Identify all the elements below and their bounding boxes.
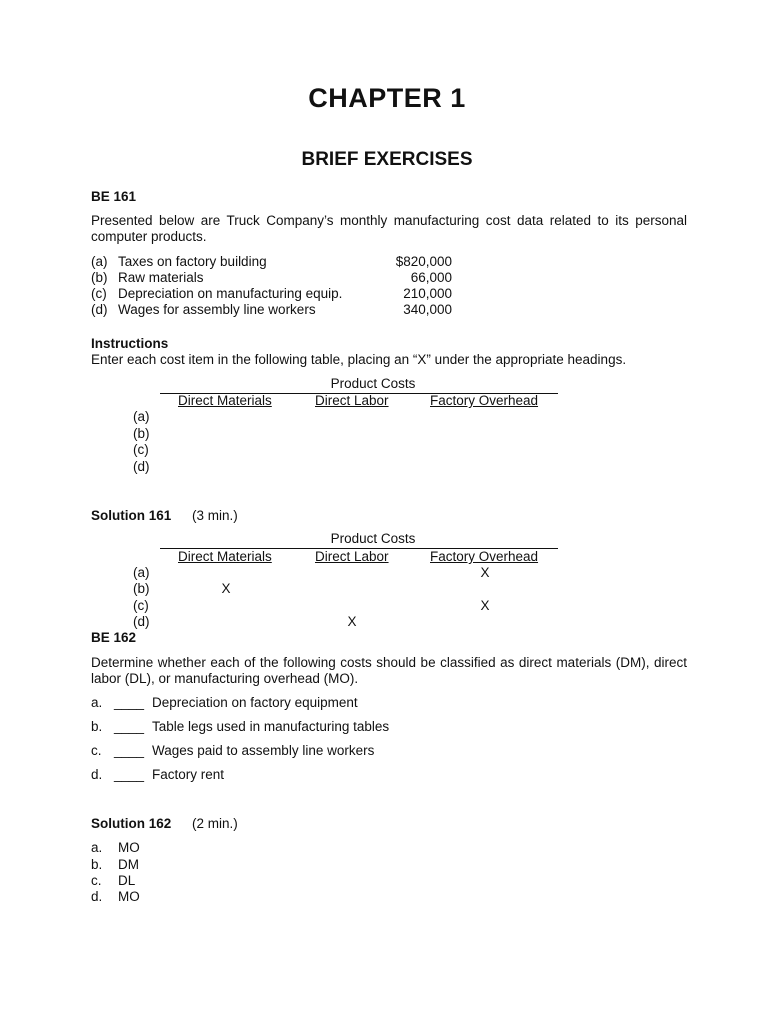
cost-item-text: Raw materials: [118, 270, 204, 285]
mark-factory-overhead: X: [480, 565, 490, 580]
table-row-label: (a): [133, 565, 150, 580]
list-item-text: Factory rent: [152, 767, 225, 782]
solution161-title: Solution 161: [91, 508, 172, 523]
list-item-label: a.: [91, 695, 103, 710]
column-header-direct-materials: Direct Materials: [178, 549, 272, 564]
cost-item-label: (d): [91, 302, 108, 317]
list-item-label: c.: [91, 743, 102, 758]
cost-item-label: (b): [91, 270, 108, 285]
list-item-label: d.: [91, 767, 103, 782]
table-group-header: Product Costs: [330, 531, 416, 546]
mark-direct-materials: X: [221, 581, 231, 596]
table-group-header: Product Costs: [330, 376, 416, 391]
column-header-factory-overhead: Factory Overhead: [430, 549, 539, 564]
table-row-label: (c): [133, 598, 149, 613]
table-row-label: (b): [133, 581, 150, 596]
table-row-label: (d): [133, 614, 150, 629]
answer-blank: ____: [114, 695, 145, 710]
be162-intro: Determine whether each of the following costs should be classified as direct materials (DM), direct labor (DL), or manufacturing overhead (MO).: [91, 655, 687, 686]
cost-item-amount: $820,000: [395, 254, 452, 269]
chapter-title: CHAPTER 1: [308, 83, 466, 113]
column-header-factory-overhead: Factory Overhead: [430, 393, 539, 408]
table-row-label: (a): [133, 409, 150, 424]
be161-title: BE 161: [91, 189, 137, 204]
list-item-text: Depreciation on factory equipment: [152, 695, 358, 710]
answer-label: a.: [91, 840, 103, 855]
list-item-text: Wages paid to assembly line workers: [152, 743, 375, 758]
instructions-text: Enter each cost item in the following table, placing an “X” under the appropriate headings.: [91, 352, 627, 367]
cost-item-text: Depreciation on manufacturing equip.: [118, 286, 343, 301]
answer-label: c.: [91, 873, 102, 888]
cost-item-amount: 66,000: [410, 270, 452, 285]
answer-blank: ____: [114, 767, 145, 782]
be162-title: BE 162: [91, 630, 137, 645]
answer-blank: ____: [114, 743, 145, 758]
column-header-direct-labor: Direct Labor: [315, 549, 389, 564]
answer-text: DL: [118, 873, 136, 888]
solution162-title: Solution 162: [91, 816, 172, 831]
answer-text: MO: [118, 889, 140, 904]
mark-direct-labor: X: [347, 614, 357, 629]
instructions-title: Instructions: [91, 336, 169, 351]
list-item-label: b.: [91, 719, 103, 734]
mark-factory-overhead: X: [480, 598, 490, 613]
solution161-time: (3 min.): [192, 508, 238, 523]
cost-item-text: Taxes on factory building: [118, 254, 267, 269]
column-header-direct-materials: Direct Materials: [178, 393, 272, 408]
cost-item-amount: 340,000: [403, 302, 452, 317]
table-row-label: (b): [133, 426, 150, 441]
table-row-label: (d): [133, 459, 150, 474]
answer-text: MO: [118, 840, 140, 855]
column-header-direct-labor: Direct Labor: [315, 393, 389, 408]
answer-text: DM: [118, 857, 139, 872]
table-row-label: (c): [133, 442, 149, 457]
answer-blank: ____: [114, 719, 145, 734]
cost-item-text: Wages for assembly line workers: [118, 302, 316, 317]
cost-item-label: (c): [91, 286, 107, 301]
list-item-text: Table legs used in manufacturing tables: [152, 719, 390, 734]
cost-item-amount: 210,000: [403, 286, 452, 301]
be161-intro: Presented below are Truck Company’s monthly manufacturing cost data related to its personal computer products.: [91, 213, 687, 244]
answer-label: b.: [91, 857, 103, 872]
section-title: BRIEF EXERCISES: [301, 149, 473, 170]
solution162-time: (2 min.): [192, 816, 238, 831]
answer-label: d.: [91, 889, 103, 904]
cost-item-label: (a): [91, 254, 108, 269]
